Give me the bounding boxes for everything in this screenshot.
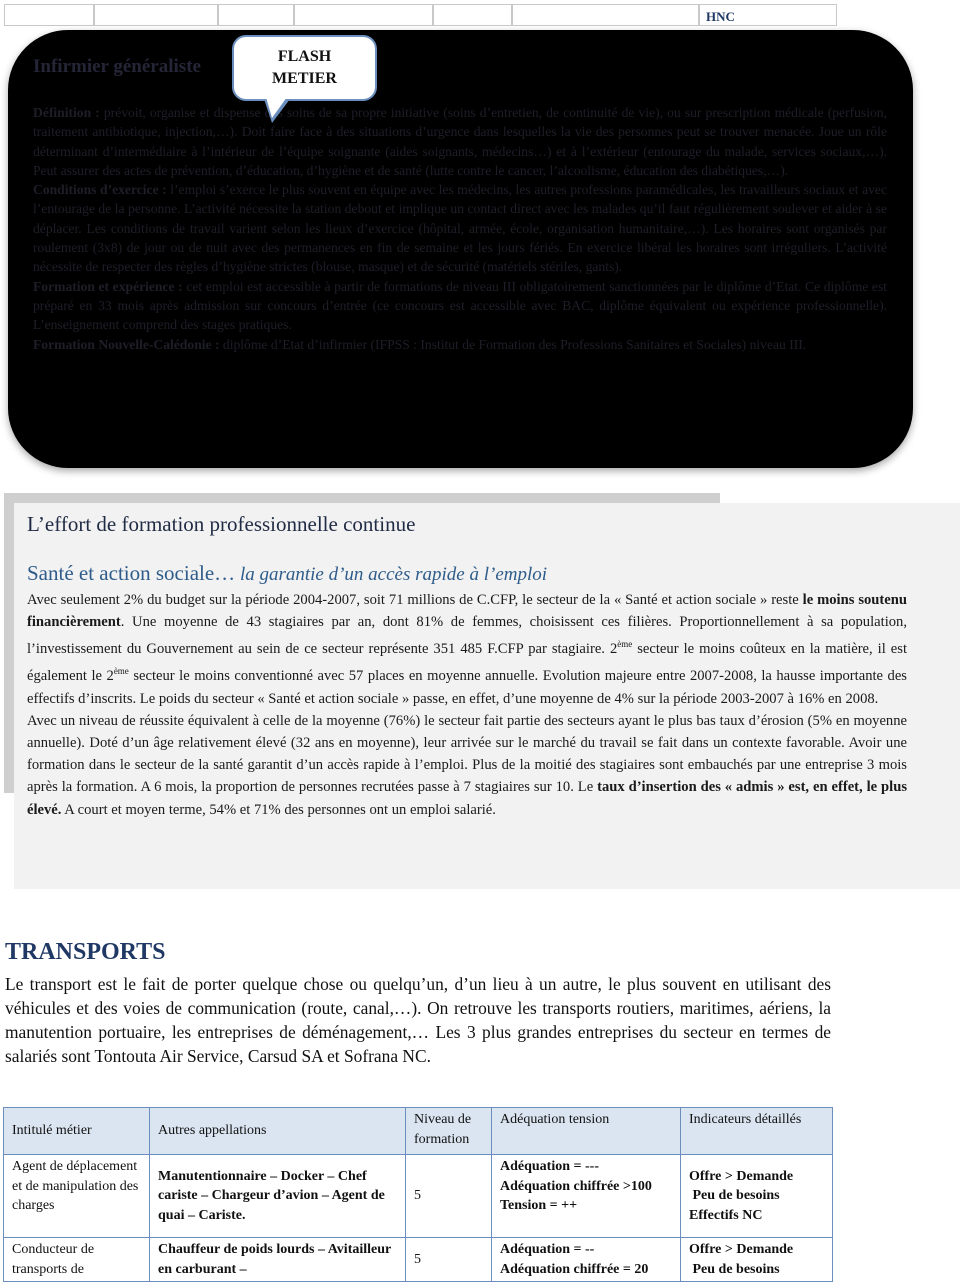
cell-appellations: Manutentionnaire – Docker – Chef cariste – Chargeur d’avion – Agent de quai – Cariste.	[150, 1155, 406, 1238]
col-header: Indicateurs détaillés	[681, 1108, 833, 1155]
superscript: ème	[113, 666, 129, 677]
effort-subtitle	[27, 561, 547, 586]
effort-text: A court et moyen terme, 54% et 71% des personnes ont un emploi salarié.	[61, 801, 496, 818]
cell-adequation	[492, 1155, 681, 1238]
speech-bubble-tail-inner	[266, 97, 287, 118]
jobs-table	[3, 1107, 833, 1282]
indicator-line: Effectifs NC	[689, 1207, 763, 1223]
col-header: Intitulé métier	[4, 1108, 150, 1155]
indicator-line: Peu de besoins	[689, 1188, 780, 1204]
indicator-line: Peu de besoins	[689, 1261, 780, 1277]
indicator-line: Offre > Demande	[689, 1168, 794, 1184]
table-row	[4, 1155, 833, 1238]
effort-text: secteur le moins coûteux en la matière, il est également le 2	[27, 641, 907, 685]
transports-title: TRANSPORTS	[5, 939, 166, 965]
adequation-line: Tension = ++	[500, 1198, 578, 1213]
cell-metier: Conducteur de transports de	[4, 1238, 150, 1282]
header-cell	[218, 4, 294, 26]
effort-title: L’effort de formation professionnelle continue	[27, 512, 416, 536]
table-row	[4, 1238, 833, 1282]
header-cell	[433, 4, 512, 26]
adequation-line: Adéquation = ---	[500, 1159, 599, 1174]
flash-metier-bubble	[232, 35, 377, 101]
col-header: Niveau de formation	[406, 1108, 492, 1155]
col-header: Adéquation tension	[492, 1108, 681, 1155]
definition-text: prévoit, organise et dispense des soins de sa propre initiative (soins d’entretien, de continuité de vie), ou sur prescription médicale (perfusion, traitement antibiotique, injection,…). Doit faire face à des situations d’urgence dans lesquelles la vie des personnes peut se trouver menacée. Joue un rôle déterminant d’intermédiaire à l’intérieur de l’équipe soignante (aides soignants, médecins…) et à l’extérieur (entourage du malade, services sociaux,…). Peut assurer des actes de prévention, d’éducation, d’hygiène et de santé (lutte contre le cancer, l’alcoolisme, éducation des diabétiques,…).	[33, 105, 887, 178]
cell-niveau: 5	[406, 1155, 492, 1238]
effort-text: . Une moyenne de 43 stagiaires par an, dont 81% de femmes, choisissent ces filières. Proportionnellement à sa population, l’investissement du Gouvernement au sein de ce secteur représente 351 485 F.CFP par stagiaire. 2	[27, 614, 907, 658]
cell-niveau: 5	[406, 1238, 492, 1282]
header-cell	[512, 4, 699, 26]
cell-appellations: Chauffeur de poids lourds – Avitailleur en carburant –	[150, 1238, 406, 1282]
cell-indicateurs	[681, 1238, 833, 1282]
flash-line-2: METIER	[272, 70, 337, 87]
table-header-row	[4, 1108, 833, 1155]
formation-text: cet emploi est accessible à partir de formations de niveau III obligatoirement sanctionnées par le diplôme d’Etat. Ce diplôme est préparé en 33 mois après admission sur concours d’entrée (ce concours est accessible avec BAC, diplôme équivalent ou expérience professionnelle). L’enseignement comprend des stages pratiques.	[33, 278, 888, 333]
col-header: Autres appellations	[150, 1108, 406, 1155]
effort-bold: taux d’insertion des « admis » est, en effet, le plus élevé.	[27, 779, 907, 818]
effort-text: Avec un niveau de réussite équivalent à celle de la moyenne (76%) le secteur fait partie des secteurs ayant le plus bas taux d’érosion (5% en moyenne annuelle). Doté d’un âge relativement élevé (32 ans en moyenne), leur arrivée sur le marché du travail se fait dans un contexte favorable. Avoir une formation dans le secteur de la santé garantit d’un accès rapide à l’emploi. Plus de la moitié des stagiaires sont embauchés par une entreprise 3 mois après la formation. A 6 mois, la proportion de personnes recrutées passe à 7 stagiaires sur 10. Le	[27, 712, 907, 796]
job-title: Infirmier généraliste	[33, 56, 201, 77]
adequation-line: Adéquation chiffrée = 20	[500, 1261, 649, 1277]
formation-label: Formation et expérience :	[33, 278, 183, 294]
conditions-label: Conditions d’exercice :	[33, 182, 167, 198]
indicator-line: Offre > Demande	[689, 1242, 794, 1257]
subtitle-main: Santé et action sociale…	[27, 561, 236, 585]
cell-metier: Agent de déplacement et de manipulation des charges	[4, 1155, 150, 1238]
definition-label: Définition :	[33, 105, 100, 120]
adequation-line: Adéquation chiffrée >100	[500, 1178, 652, 1194]
cell-adequation	[492, 1238, 681, 1282]
flash-line-1: FLASH	[277, 48, 332, 65]
effort-body	[27, 589, 907, 821]
cell-indicateurs	[681, 1155, 833, 1238]
effort-text: secteur le moins conventionné avec 57 places en moyenne annuelle. Evolution majeure entre 2007-2008, la hausse importante des effectifs d’inscrits. Le poids du secteur « Santé et action sociale » passe, en effet, d’une moyenne de 4% sur la période 2003-2007 à 16% en 2008.	[27, 668, 907, 707]
subtitle-italic: la garantie d’un accès rapide à l’emploi	[235, 564, 548, 585]
header-cell	[294, 4, 433, 26]
header-cell	[94, 4, 218, 26]
adequation-line: Adéquation = --	[500, 1242, 595, 1257]
transports-text: Le transport est le fait de porter quelque chose ou quelqu’un, d’un lieu à un autre, le plus souvent en utilisant des véhicules et des voies de communication (route, canal,…). On retrouve les transports routiers, maritimes, aériens, la manutention portuaire, les entreprises de déménagement,… Les 3 plus grandes entreprises du secteur en termes de salariés sont Tontouta Air Service, Carsud SA et Sofrana NC.	[5, 974, 831, 1066]
job-description	[33, 103, 887, 354]
nc-formation-text: diplôme d’Etat d’infirmier (IFPSS : Institut de Formation des Professions Sanitaires et Sociales) niveau III.	[219, 336, 807, 352]
header-cell	[4, 4, 94, 26]
conditions-text: l’emploi s’exerce le plus souvent en équipe avec les médecins, les autres professions paramédicales, les travailleurs sociaux et avec l’entourage de la personne. L’activité nécessite la station debout et implique un contact direct avec les malades qu’il faut régulièrement soulever et aider à se déplacer. Les conditions de travail varient selon les lieux d’exercice (hôpital, armée, école, organisation humanitaire,…). Les horaires sont organisés par roulement (3x8) de jour ou de nuit avec des permanences en fin de semaine et les jours fériés. En exercice libéral les horaires sont irréguliers. L’activité nécessite de respecter des règles d’hygiène strictes (blouse, masque) et de sécurité (matériels stériles, gants).	[33, 182, 888, 275]
header-code: HNC	[699, 4, 837, 26]
nc-formation-label: Formation Nouvelle-Calédonie :	[33, 336, 220, 352]
superscript: ème	[617, 639, 633, 650]
effort-bold: le moins soutenu financièrement	[27, 592, 907, 631]
header-row	[4, 4, 837, 26]
effort-text: Avec seulement 2% du budget sur la période 2004-2007, soit 71 millions de C.CFP, le secteur de la « Santé et action sociale » reste	[27, 592, 803, 608]
